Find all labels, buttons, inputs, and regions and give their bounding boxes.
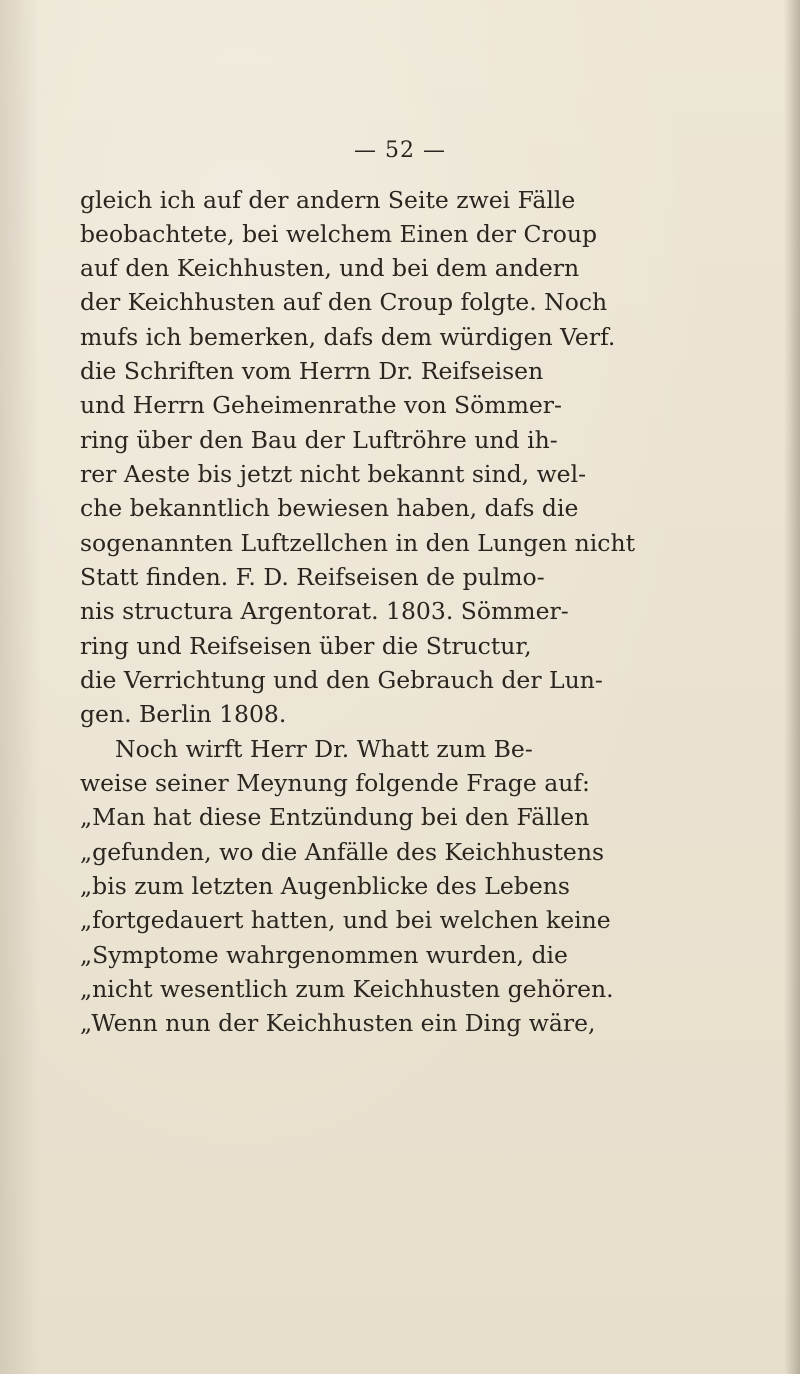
text-line-17: Noch wirft Herr Dr. Whatt zum Be-: [115, 735, 533, 763]
text-line-4: der Keichhusten auf den Croup folgte. Noch: [80, 288, 608, 316]
page-left-shadow: [0, 0, 40, 1374]
text-line-7: und Herrn Geheimenrathe von Sömmer-: [80, 391, 562, 419]
text-line-6: die Schriften vom Herrn Dr. Reifseisen: [80, 357, 544, 385]
text-line-23: „Symptome wahrgenommen wurden, die: [80, 941, 568, 969]
text-line-24: „nicht wesentlich zum Keichhusten gehören.: [80, 975, 614, 1003]
text-line-9: rer Aeste bis jetzt nicht bekannt sind, wel-: [80, 460, 587, 488]
text-line-12: Statt finden. F. D. Reifseisen de pulmo-: [80, 563, 545, 591]
text-line-20: „gefunden, wo die Anfälle des Keichhustens: [80, 838, 605, 866]
text-line-8: ring über den Bau der Luftröhre und ih-: [80, 426, 558, 454]
text-line-5: mufs ich bemerken, dafs dem würdigen Verf.: [80, 323, 616, 351]
text-line-11: sogenannten Luftzellchen in den Lungen nicht: [80, 529, 636, 557]
text-line-21: „bis zum letzten Augenblicke des Lebens: [80, 872, 570, 900]
text-line-18: weise seiner Meynung folgende Frage auf:: [80, 769, 590, 797]
text-line-10: che bekanntlich bewiesen haben, dafs die: [80, 494, 579, 522]
text-line-25: „Wenn nun der Keichhusten ein Ding wäre,: [80, 1009, 596, 1037]
text-line-2: beobachtete, bei welchem Einen der Croup: [80, 220, 598, 248]
text-line-15: die Verrichtung und den Gebrauch der Lun-: [80, 666, 603, 694]
text-line-3: auf den Keichhusten, und bei dem andern: [80, 254, 580, 282]
text-line-1: gleich ich auf der andern Seite zwei Fälle: [80, 186, 576, 214]
text-line-19: „Man hat diese Entzündung bei den Fällen: [80, 803, 590, 831]
text-line-16: gen. Berlin 1808.: [80, 700, 287, 728]
page-right-shadow: [784, 0, 800, 1374]
text-line-14: ring und Reifseisen über die Structur,: [80, 632, 532, 660]
page-number: — 52 —: [354, 138, 446, 163]
text-line-22: „fortgedauert hatten, und bei welchen keine: [80, 906, 611, 934]
text-line-13: nis structura Argentorat. 1803. Sömmer-: [80, 597, 569, 625]
